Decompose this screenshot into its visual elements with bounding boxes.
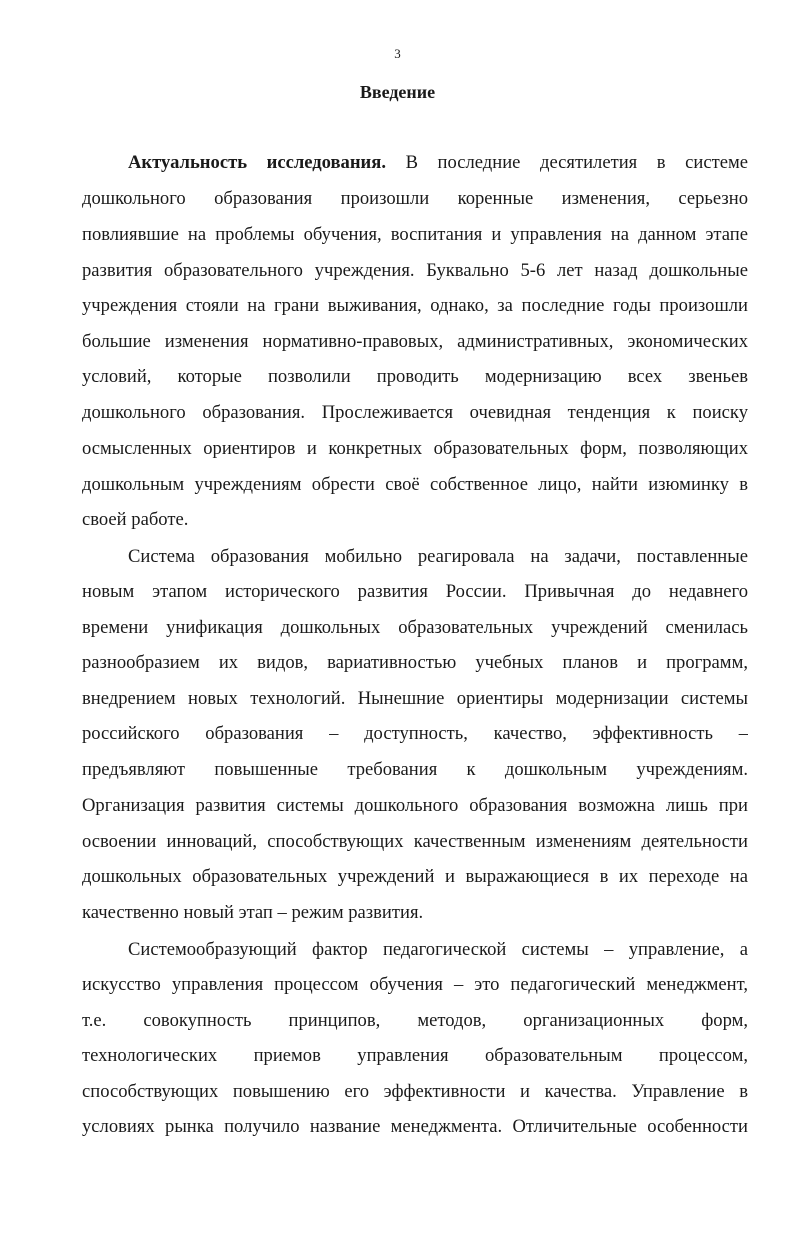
text-line: условиях рынка получило название менеджмента. Отличительные особенности bbox=[82, 1116, 748, 1137]
page-title: Введение bbox=[359, 82, 436, 102]
text-line: качественно новый этап – режим развития. bbox=[82, 902, 424, 923]
text-line: новым этапом исторического развития России. Привычная до недавнего bbox=[82, 581, 748, 602]
text-line: освоении инноваций, способствующих качественным изменениям деятельности bbox=[82, 831, 748, 852]
text-line: предъявляют повышенные требования к дошкольным учреждениям. bbox=[82, 759, 748, 780]
text-line: технологических приемов управления образовательным процессом, bbox=[82, 1045, 748, 1066]
text-line: большие изменения нормативно-правовых, административных, экономических bbox=[82, 331, 748, 352]
text-line: развития образовательного учреждения. Буквально 5-6 лет назад дошкольные bbox=[82, 260, 748, 281]
page-number: 3 bbox=[394, 46, 401, 61]
text-line: своей работе. bbox=[82, 509, 189, 530]
text-line: дошкольных образовательных учреждений и выражающиеся в их переходе на bbox=[82, 866, 748, 887]
text-line: способствующих повышению его эффективности и качества. Управление в bbox=[82, 1081, 748, 1102]
lead-phrase: Актуальность исследования. bbox=[128, 152, 386, 173]
text-line: условий, которые позволили проводить модернизацию всех звеньев bbox=[82, 366, 748, 387]
text-line: российского образования – доступность, качество, эффективность – bbox=[82, 723, 748, 744]
text-line: дошкольным учреждениям обрести своё собственное лицо, найти изюминку в bbox=[82, 474, 748, 495]
text-line: т.е. совокупность принципов, методов, организационных форм, bbox=[82, 1010, 748, 1031]
text-line: учреждения стояли на грани выживания, однако, за последние годы произошли bbox=[82, 295, 748, 316]
text-line: внедрением новых технологий. Нынешние ориентиры модернизации системы bbox=[82, 688, 748, 709]
text-fragment: В последние десятилетия в системе bbox=[385, 152, 748, 173]
text-line bbox=[128, 145, 748, 181]
text-line: искусство управления процессом обучения – это педагогический менеджмент, bbox=[82, 974, 748, 995]
text-line: Системообразующий фактор педагогической системы – управление, а bbox=[128, 939, 748, 960]
text-line: Система образования мобильно реагировала на задачи, поставленные bbox=[128, 546, 748, 567]
text-line: повлиявшие на проблемы обучения, воспитания и управления на данном этапе bbox=[82, 224, 748, 245]
text-line: дошкольного образования произошли коренные изменения, серьезно bbox=[82, 188, 748, 209]
text-line: времени унификация дошкольных образовательных учреждений сменилась bbox=[82, 617, 748, 638]
text-line: Организация развития системы дошкольного образования возможна лишь при bbox=[82, 795, 748, 816]
text-line: дошкольного образования. Прослеживается очевидная тенденция к поиску bbox=[82, 402, 748, 423]
text-line: разнообразием их видов, вариативностью учебных планов и программ, bbox=[82, 652, 748, 673]
text-line: осмысленных ориентиров и конкретных образовательных форм, позволяющих bbox=[82, 438, 748, 459]
